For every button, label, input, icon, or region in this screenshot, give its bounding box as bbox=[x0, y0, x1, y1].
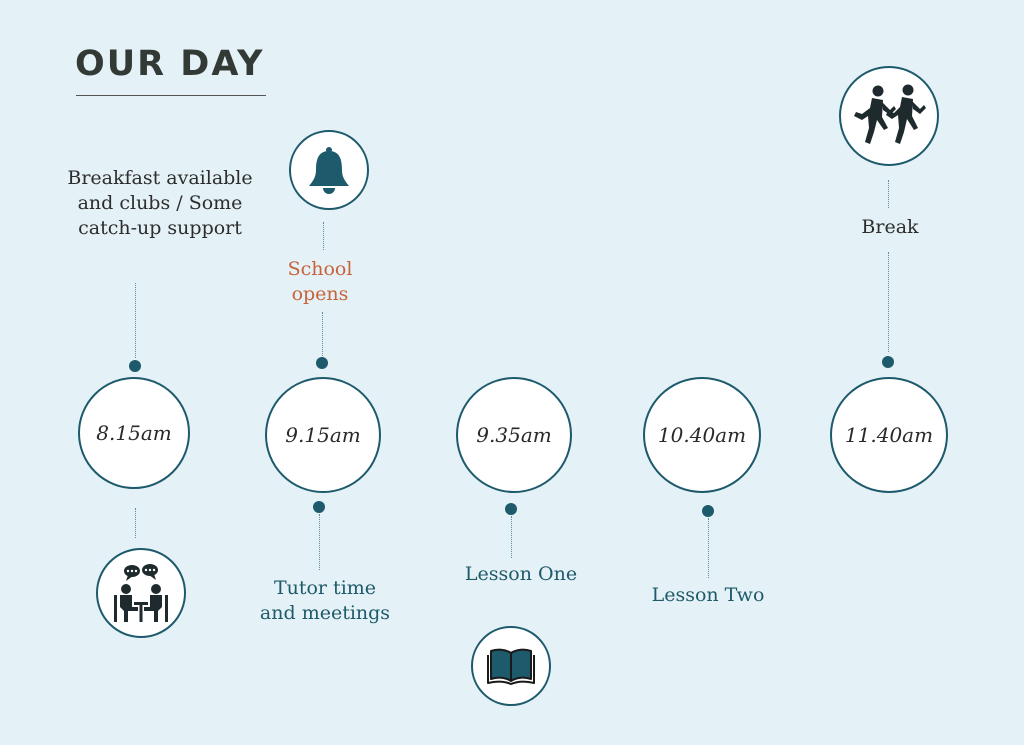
connector-line bbox=[708, 518, 709, 578]
time-circle-815: 8.15am bbox=[78, 377, 190, 489]
page-title: OUR DAY bbox=[75, 44, 265, 84]
connector-dot bbox=[505, 503, 517, 515]
connector-line bbox=[135, 508, 136, 538]
book-icon bbox=[486, 646, 536, 686]
connector-line bbox=[322, 312, 323, 356]
connector-line bbox=[888, 180, 889, 208]
meeting-icon bbox=[108, 562, 174, 624]
connector-dot bbox=[702, 505, 714, 517]
running-icon bbox=[850, 84, 928, 148]
connector-line bbox=[135, 283, 136, 358]
connector-line bbox=[319, 514, 320, 570]
running-icon-circle bbox=[839, 66, 939, 166]
bell-icon bbox=[306, 146, 352, 194]
label-tutor-time: Tutor time and meetings bbox=[259, 577, 391, 624]
meeting-icon-circle bbox=[96, 548, 186, 638]
label-lesson-one: Lesson One bbox=[464, 563, 578, 585]
connector-line bbox=[888, 252, 889, 352]
connector-dot bbox=[316, 357, 328, 369]
title-underline bbox=[76, 95, 266, 96]
time-circle-1140: 11.40am bbox=[830, 377, 948, 493]
time-circle-935: 9.35am bbox=[456, 377, 572, 493]
time-circle-1040: 10.40am bbox=[643, 377, 761, 493]
time-circle-915: 9.15am bbox=[265, 377, 381, 493]
label-lesson-two: Lesson Two bbox=[651, 584, 765, 606]
label-school-opens: School opens bbox=[287, 258, 353, 305]
connector-dot bbox=[313, 501, 325, 513]
connector-line bbox=[511, 516, 512, 558]
connector-line bbox=[323, 222, 324, 250]
connector-dot bbox=[882, 356, 894, 368]
connector-dot bbox=[129, 360, 141, 372]
book-icon-circle bbox=[471, 626, 551, 706]
label-break: Break bbox=[861, 216, 919, 238]
label-breakfast: Breakfast available and clubs / Some catch-up support bbox=[67, 167, 253, 239]
bell-icon-circle bbox=[289, 130, 369, 210]
